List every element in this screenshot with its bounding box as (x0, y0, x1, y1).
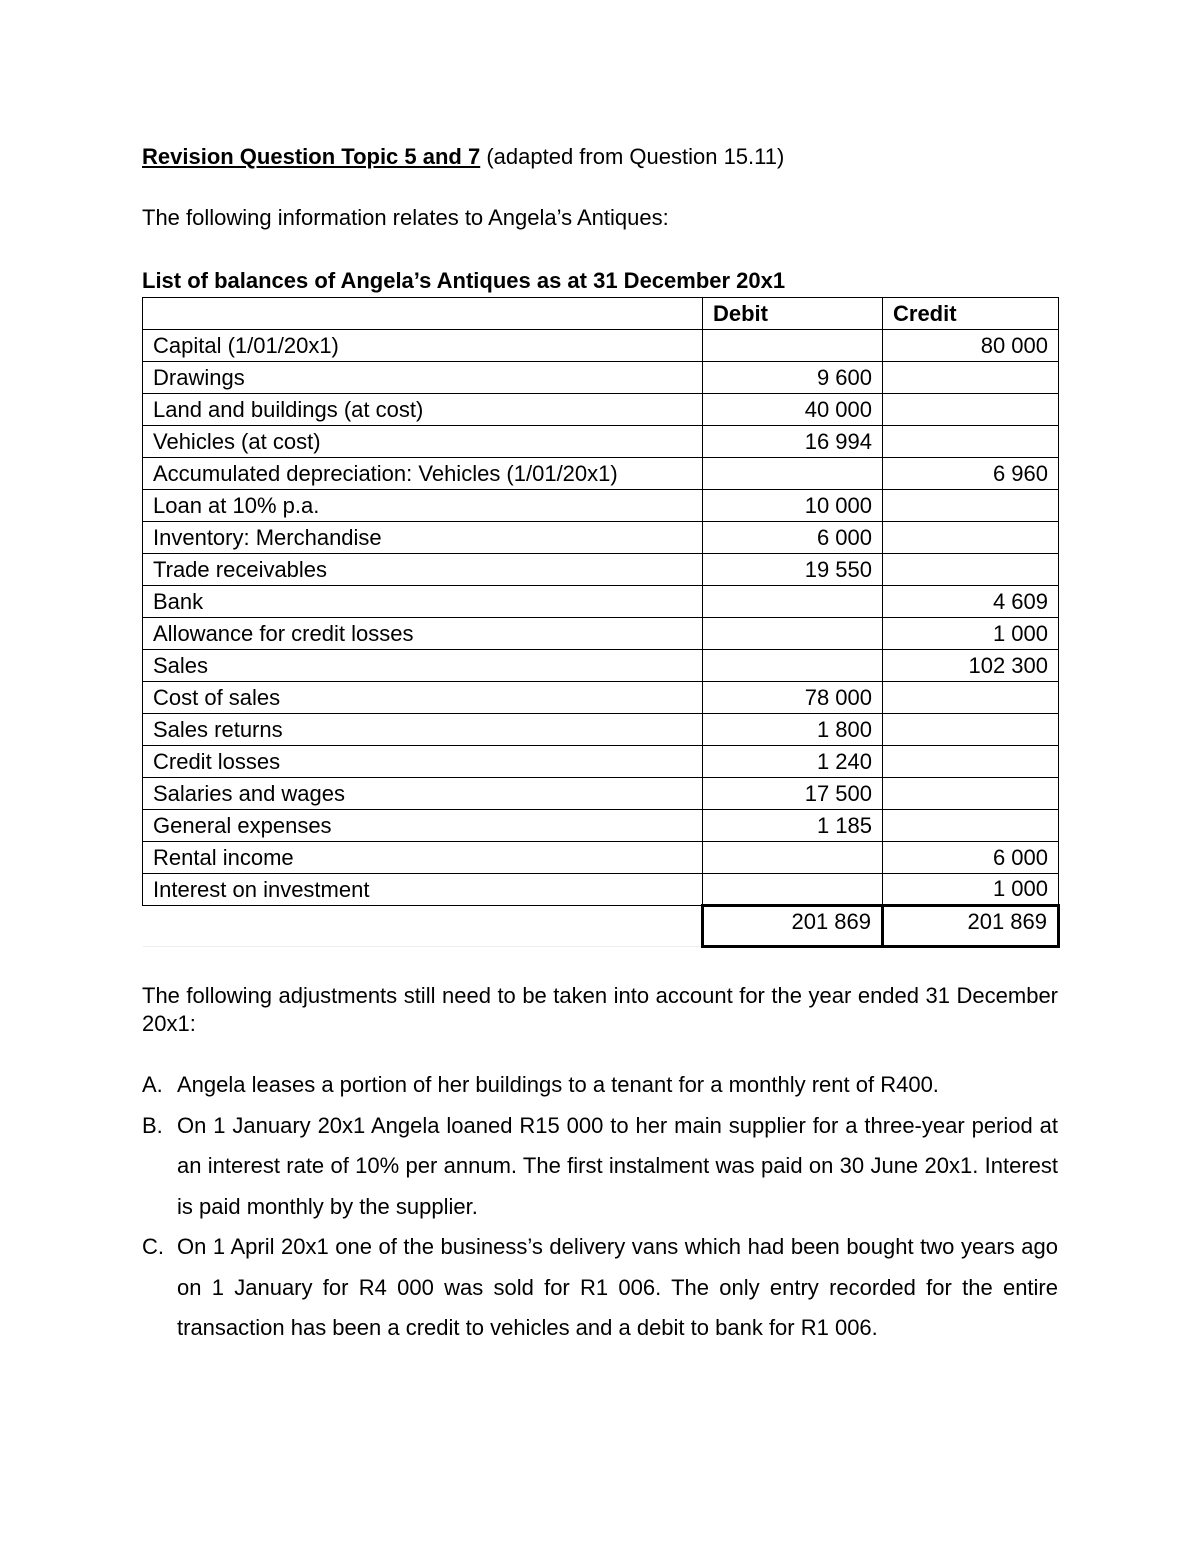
table-row (143, 330, 1059, 362)
row-description: Trade receivables (143, 554, 703, 586)
row-description: Credit losses (143, 746, 703, 778)
row-credit: 6 000 (883, 842, 1059, 874)
row-description: Bank (143, 586, 703, 618)
table-row (143, 618, 1059, 650)
row-description: Rental income (143, 842, 703, 874)
row-debit (703, 618, 883, 650)
table-row (143, 682, 1059, 714)
header-credit: Credit (883, 298, 1059, 330)
row-debit: 78 000 (703, 682, 883, 714)
adjustment-letter: A. (142, 1072, 163, 1097)
totals-row (143, 906, 1059, 947)
table-row (143, 426, 1059, 458)
row-credit (883, 778, 1059, 810)
adjustment-text: On 1 April 20x1 one of the business’s delivery vans which had been bought two years ago on 1 January for R4 000 was sold for R1 006. The only entry recorded for the entire transaction has been a credit to vehicles and a debit to bank for R1 006. (177, 1234, 1058, 1340)
row-credit: 1 000 (883, 618, 1059, 650)
row-debit (703, 842, 883, 874)
table-row (143, 874, 1059, 906)
row-debit (703, 874, 883, 906)
table-row (143, 394, 1059, 426)
row-credit (883, 714, 1059, 746)
table-row (143, 778, 1059, 810)
row-credit: 4 609 (883, 586, 1059, 618)
document-heading (142, 143, 784, 171)
adjustment-item (142, 1227, 1058, 1349)
row-credit (883, 810, 1059, 842)
row-credit (883, 554, 1059, 586)
table-row (143, 362, 1059, 394)
table-row (143, 714, 1059, 746)
row-debit (703, 458, 883, 490)
row-description: Loan at 10% p.a. (143, 490, 703, 522)
row-debit: 17 500 (703, 778, 883, 810)
row-credit (883, 426, 1059, 458)
row-credit (883, 362, 1059, 394)
table-row (143, 746, 1059, 778)
row-debit (703, 586, 883, 618)
row-credit: 6 960 (883, 458, 1059, 490)
row-debit: 16 994 (703, 426, 883, 458)
table-row (143, 842, 1059, 874)
row-debit: 40 000 (703, 394, 883, 426)
adjustments-intro: The following adjustments still need to be taken into account for the year ended 31 December 20x1: (142, 983, 1058, 1036)
table-row (143, 522, 1059, 554)
row-description: Interest on investment (143, 874, 703, 906)
table-row (143, 586, 1059, 618)
row-debit: 1 800 (703, 714, 883, 746)
table-header-row (143, 298, 1059, 330)
row-description: Salaries and wages (143, 778, 703, 810)
total-debit: 201 869 (703, 906, 883, 947)
adjustment-item (142, 1065, 1058, 1106)
row-credit (883, 394, 1059, 426)
row-description: Sales (143, 650, 703, 682)
row-debit: 6 000 (703, 522, 883, 554)
row-credit: 102 300 (883, 650, 1059, 682)
header-debit: Debit (703, 298, 883, 330)
row-description: General expenses (143, 810, 703, 842)
row-description: Vehicles (at cost) (143, 426, 703, 458)
row-description: Land and buildings (at cost) (143, 394, 703, 426)
row-debit: 9 600 (703, 362, 883, 394)
totals-blank-cell (143, 906, 703, 947)
adjustment-item (142, 1106, 1058, 1228)
row-credit (883, 746, 1059, 778)
adjustment-letter: C. (142, 1234, 164, 1259)
table-title: List of balances of Angela’s Antiques as at 31 December 20x1 (142, 268, 786, 293)
table-row (143, 554, 1059, 586)
row-debit: 19 550 (703, 554, 883, 586)
row-description: Sales returns (143, 714, 703, 746)
row-debit (703, 330, 883, 362)
row-description: Cost of sales (143, 682, 703, 714)
row-debit: 10 000 (703, 490, 883, 522)
row-debit: 1 240 (703, 746, 883, 778)
row-debit: 1 185 (703, 810, 883, 842)
intro-text: The following information relates to Angela’s Antiques: (142, 205, 669, 230)
table-row (143, 490, 1059, 522)
table-row (143, 458, 1059, 490)
row-debit (703, 650, 883, 682)
row-description: Accumulated depreciation: Vehicles (1/01/20x1) (143, 458, 703, 490)
row-description: Allowance for credit losses (143, 618, 703, 650)
heading-title: Revision Question Topic 5 and 7 (142, 144, 481, 169)
adjustment-text: Angela leases a portion of her buildings to a tenant for a monthly rent of R400. (177, 1072, 939, 1097)
adjustments-list (142, 1065, 1058, 1349)
row-credit (883, 490, 1059, 522)
row-credit: 80 000 (883, 330, 1059, 362)
total-credit: 201 869 (883, 906, 1059, 947)
row-description: Drawings (143, 362, 703, 394)
row-description: Inventory: Merchandise (143, 522, 703, 554)
header-description (143, 298, 703, 330)
row-description: Capital (1/01/20x1) (143, 330, 703, 362)
heading-subtitle: (adapted from Question 15.11) (480, 144, 785, 169)
table-body (143, 330, 1059, 906)
adjustment-text: On 1 January 20x1 Angela loaned R15 000 to her main supplier for a three-year period at an interest rate of 10% per annum. The first instalment was paid on 30 June 20x1. Interest is paid monthly by the supplier. (177, 1112, 1058, 1219)
adjustment-letter: B. (142, 1112, 163, 1138)
row-credit: 1 000 (883, 874, 1059, 906)
balances-table (142, 297, 1060, 948)
row-credit (883, 522, 1059, 554)
row-credit (883, 682, 1059, 714)
table-row (143, 650, 1059, 682)
table-row (143, 810, 1059, 842)
